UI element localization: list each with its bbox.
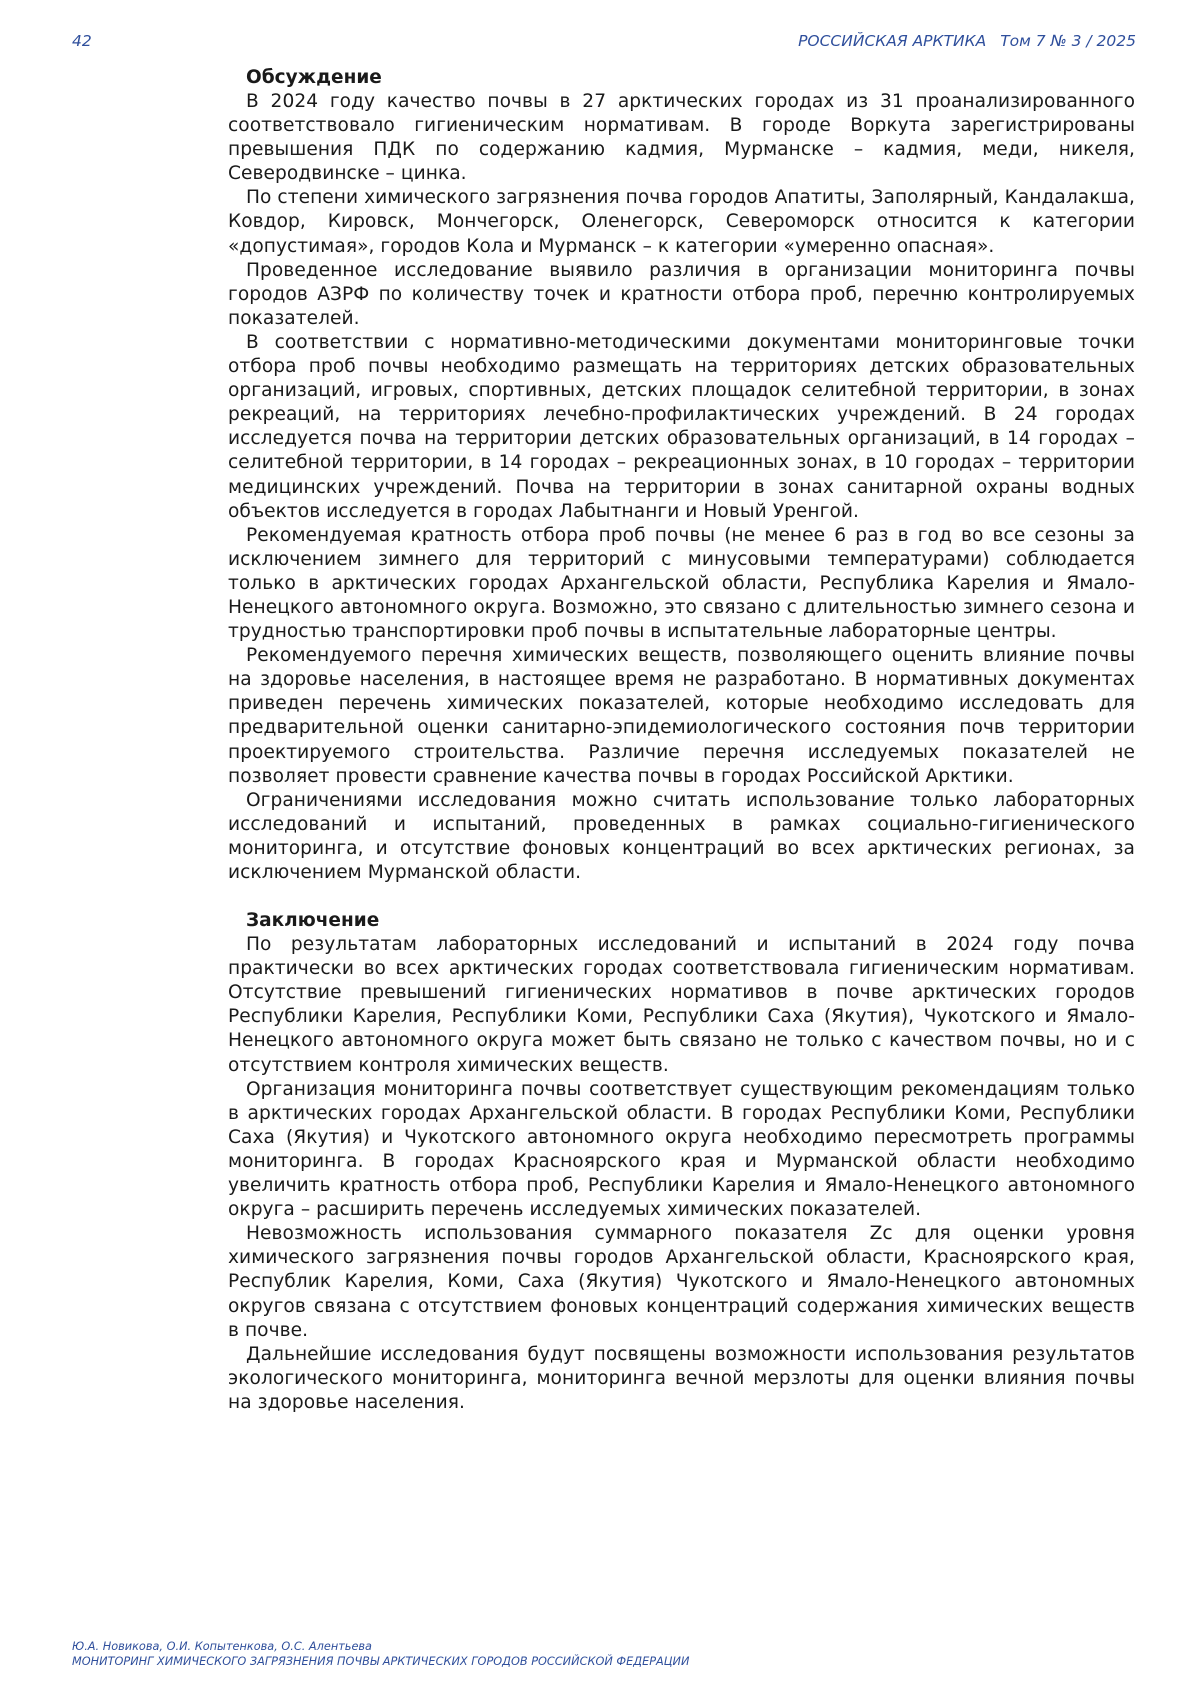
discussion-paragraph: По степени химического загрязнения почва городов Апатиты, Заполярный, Кандалакша, Ковдор, Кировск, Мончегорск, Оленегорск, Североморск относится к категории «допустимая», городов Кола и Мурманск – к категории «умеренно опасная». [228, 187, 1135, 257]
conclusion-paragraph: Организация мониторинга почвы соответствует существующим рекомендациям только в арктических городах Архангельской области. В городах Республики Коми, Республики Саха (Якутия) и Чукотского автономного округа необходимо пересмотреть программы мониторинга. В городах Красноярского края и Мурманской области необходимо увеличить кратность отбора проб, Республики Карелия и Ямало-Ненецкого автономного округа – расширить перечень исследуемых химических показателей. [228, 1078, 1135, 1221]
footer-authors: Ю.А. Новикова, О.И. Копытенкова, О.С. Алентьева [72, 1640, 372, 1653]
discussion-paragraph: Проведенное исследование выявило различия в организации мониторинга почвы городов АЗРФ по количеству точек и кратности отбора проб, перечню контролируемых показателей. [228, 259, 1135, 329]
discussion-paragraph: В 2024 году качество почвы в 27 арктических городах из 31 проанализированного соответствовало гигиеническим нормативам. В городе Воркута зарегистрированы превышения ПДК по содержанию кадмия, Мурманске – кадмия, меди, никеля, Северодвинске – цинка. [228, 91, 1135, 185]
discussion-heading: Обсуждение [246, 67, 382, 88]
discussion-paragraph: В соответствии с нормативно-методическими документами мониторинговые точки отбора проб почвы необходимо размещать на территориях детских образовательных организаций, игровых, спортивных, детских площадок селитебной территории, в зонах рекреаций, на территориях лечебно-профилактических учреждений. В 24 городах исследуется почва на территории детских образовательных организаций, в 14 городах – селитебной территории, в 14 городах – рекреационных зонах, в 10 городах – территории медицинских учреждений. Почва на территории в зонах санитарной охраны водных объектов исследуется в городах Лабытнанги и Новый Уренгой. [228, 331, 1135, 522]
conclusion-paragraph: По результатам лабораторных исследований и испытаний в 2024 году почва практически во всех арктических городах соответствовала гигиеническим нормативам. Отсутствие превышений гигиенических нормативов в почве арктических городов Республики Карелия, Республики Коми, Республики Саха (Якутия), Чукотского и Ямало-Ненецкого автономного округа может быть связано не только с качеством почвы, но и с отсутствием контроля химических веществ. [228, 934, 1135, 1076]
conclusion-paragraph: Дальнейшие исследования будут посвящены возможности использования результатов экологического мониторинга, мониторинга вечной мерзлоты для оценки влияния почвы на здоровье населения. [228, 1343, 1135, 1413]
journal-title: РОССИЙСКАЯ АРКТИКА [798, 32, 987, 50]
conclusion-paragraph: Невозможность использования суммарного показателя Zc для оценки уровня химического загрязнения почвы городов Архангельской области, Красноярского края, Республик Карелия, Коми, Саха (Якутия) Чукотского и Ямало-Ненецкого автономных округов связана с отсутствием фоновых концентраций содержания химических веществ в почве. [228, 1223, 1135, 1341]
discussion-paragraph: Ограничениями исследования можно считать использование только лабораторных исследований и испытаний, проведенных в рамках социально-гигиенического мониторинга, и отсутствие фоновых концентраций во всех арктических регионах, за исключением Мурманской области. [228, 789, 1135, 883]
discussion-paragraph: Рекомендуемая кратность отбора проб почвы (не менее 6 раз в год во все сезоны за исключением зимнего для территорий с минусовыми температурами) соблюдается только в арктических городах Архангельской области, Республика Карелия и Ямало-Ненецкого автономного округа. Возможно, это связано с длительностью зимнего сезона и трудностью транспортировки проб почвы в испытательные лабораторные центры. [228, 524, 1135, 643]
running-footer [72, 1639, 1136, 1669]
journal-issue: Том 7 № 3 / 2025 [1000, 32, 1136, 50]
running-header [72, 32, 1136, 56]
footer-article-title: МОНИТОРИНГ ХИМИЧЕСКОГО ЗАГРЯЗНЕНИЯ ПОЧВЫ АРКТИЧЕСКИХ ГОРОДОВ РОССИЙСКОЙ ФЕДЕРАЦИИ [72, 1655, 690, 1668]
discussion-paragraph: Рекомендуемого перечня химических веществ, позволяющего оценить влияние почвы на здоровье населения, в настоящее время не разработано. В нормативных документах приведен перечень химических показателей, которые необходимо исследовать для предварительной оценки санитарно-эпидемиологического состояния почв территории проектируемого строительства. Различие перечня исследуемых показателей не позволяет провести сравнение качества почвы в городах Российской Арктики. [228, 645, 1135, 787]
conclusion-heading: Заключение [246, 910, 380, 932]
page-number: 42 [72, 32, 92, 50]
main-text-column [228, 66, 1135, 1415]
journal-info [784, 32, 1136, 50]
